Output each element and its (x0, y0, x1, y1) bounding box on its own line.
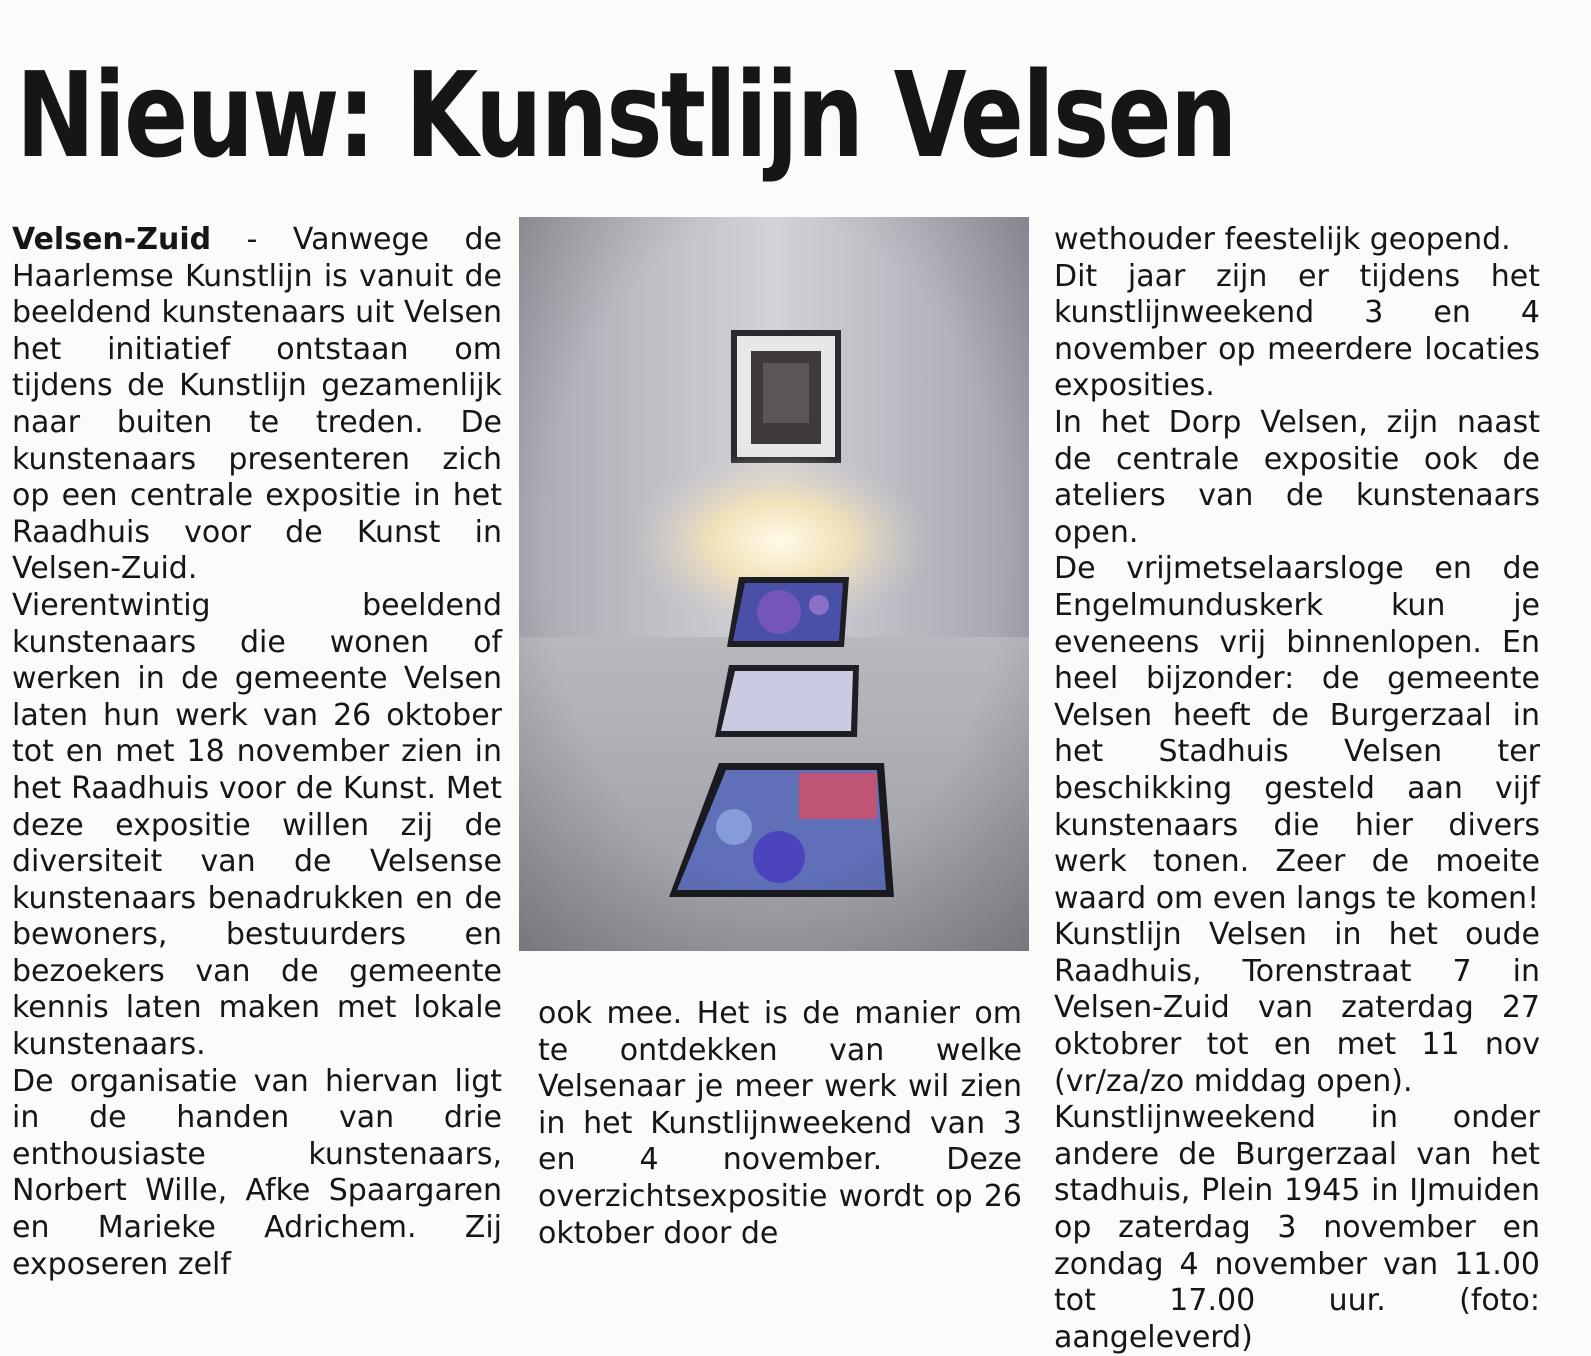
paragraph-text: - Vanwege de Haarlemse Kunstlijn is vanuit de beeldend kunstenaars uit Velsen het initiatief ontstaan om tijdens de Kunstlijn gezamenlijk naar buiten te treden. De kunstenaars presenteren zich op een centrale expositie in het Raadhuis voor de Kunst in Velsen-Zuid. (12, 222, 502, 587)
paragraph: De organisatie van hiervan ligt in de handen van drie enthousiaste kunstenaars, Norbert Wille, Afke Spaargaren en Marieke Adrichem. Zij exposeren zelf (12, 1063, 502, 1282)
paragraph: wethouder feestelijk geopend. (1054, 222, 1511, 257)
article-column-3 (1054, 222, 1540, 1356)
paragraph: De vrijmetselaarsloge en de Engelmunduskerk kun je eveneens vrij binnenlopen. En heel bijzonder: de gemeente Velsen heeft de Burgerzaal in het Stadhuis Velsen ter beschikking gesteld aan vijf kunstenaars die hier divers werk tonen. Zeer de moeite waard om even langs te komen! (1054, 551, 1540, 916)
paragraph: Kunstlijnweekend in onder andere de Burgerzaal van het stadhuis, Plein 1945 in IJmuiden op zaterdag 3 november en zondag 4 november van 11.00 tot 17.00 uur. (foto: aangeleverd) (1054, 1100, 1540, 1355)
article-column-1 (12, 222, 502, 1283)
paragraph: Vierentwintig beeldend kunstenaars die wonen of werken in de gemeente Velsen laten hun werk van 26 oktober tot en met 18 november zien in het Raadhuis voor de Kunst. Met deze expositie willen zij de diversiteit van de Velsense kunstenaars benadrukken en de bewoners, bestuurders en bezoekers van de gemeente kennis laten maken met lokale kunstenaars. (12, 587, 502, 1063)
paragraph: In het Dorp Velsen, zijn naast de centrale expositie ook de ateliers van de kunstenaars open. (1054, 404, 1540, 550)
paragraph: Dit jaar zijn er tijdens het kunstlijnweekend 3 en 4 november op meerdere locaties exposities. (1054, 258, 1540, 404)
exhibition-photo (519, 217, 1029, 951)
paragraph: ook mee. Het is de manier om te ontdekken van welke Velsenaar je meer werk wil zien in het Kunstlijnweekend van 3 en 4 november. Deze overzichtsexpositie wordt op 26 oktober door de (538, 996, 1022, 1251)
dateline: Velsen-Zuid (12, 222, 212, 257)
paragraph (12, 222, 502, 588)
paragraph: Kunstlijn Velsen in het oude Raadhuis, Torenstraat 7 in Velsen-Zuid van zaterdag 27 oktobrer tot en met 11 nov (vr/za/zo middag open). (1054, 917, 1540, 1099)
article-column-2 (538, 996, 1022, 1252)
headline: Nieuw: Kunstlijn Velsen (16, 46, 1236, 184)
